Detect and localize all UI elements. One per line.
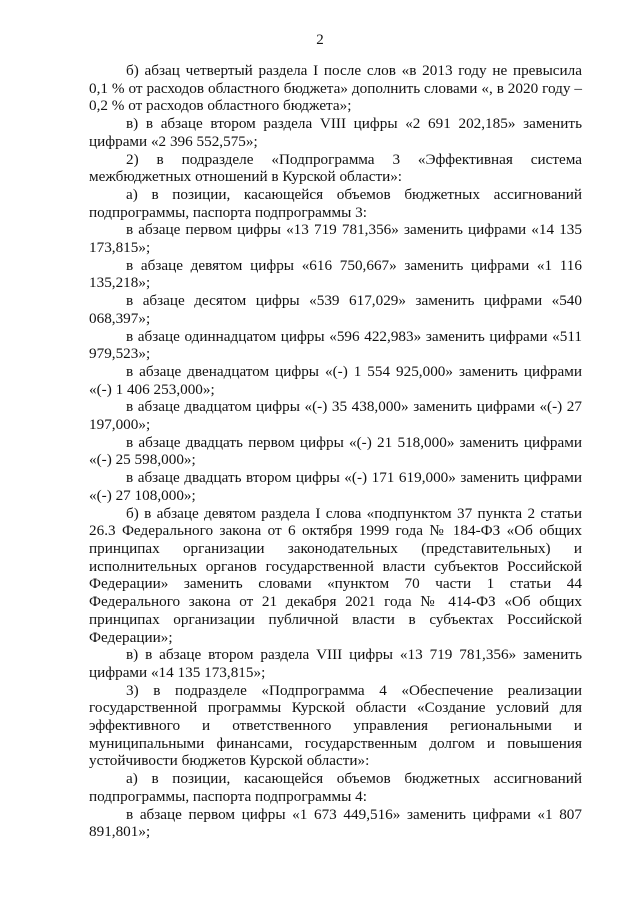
paragraph: в абзаце двадцать первом цифры «(-) 21 518,000» заменить цифрами «(-) 25 598,000»; xyxy=(89,433,582,469)
page-number: 2 xyxy=(316,32,324,48)
paragraph: в абзаце одиннадцатом цифры «596 422,983» заменить цифрами «511 979,523»; xyxy=(89,327,582,363)
paragraph: а) в позиции, касающейся объемов бюджетных ассигнований подпрограммы, паспорта подпрограммы 3: xyxy=(89,185,582,221)
paragraph: в абзаце десятом цифры «539 617,029» заменить цифрами «540 068,397»; xyxy=(89,292,582,327)
paragraph: б) абзац четвертый раздела I после слов «в 2013 году не превысила 0,1 % от расходов областного бюджета» дополнить словами «, в 2020 году – 0,2 % от расходов областного бюджета»; xyxy=(89,62,582,115)
paragraph: б) в абзаце девятом раздела I слова «подпунктом 37 пункта 2 статьи 26.3 Федерального закона от 6 октября 1999 года № 184-ФЗ «Об общих принципах организации законодательных (представительных) и исполнительных органов государственной власти субъектов Российской Федерации» заменить словами «пунктом 70 части 1 статьи 44 Федерального закона от 21 декабря 2021 года № 414-ФЗ «Об общих принципах организации публичной власти в субъектах Российской Федерации»; xyxy=(89,504,582,646)
paragraph: в абзаце девятом цифры «616 750,667» заменить цифрами «1 116 135,218»; xyxy=(89,256,582,292)
paragraph: в) в абзаце втором раздела VIII цифры «2 691 202,185» заменить цифрами «2 396 552,575»; xyxy=(89,115,582,150)
paragraph: в абзаце двадцатом цифры «(-) 35 438,000» заменить цифрами «(-) 27 197,000»; xyxy=(89,398,582,434)
paragraph: в абзаце двенадцатом цифры «(-) 1 554 925,000» заменить цифрами «(-) 1 406 253,000»; xyxy=(89,362,582,398)
paragraph: в) в абзаце втором раздела VIII цифры «13 719 781,356» заменить цифрами «14 135 173,815»; xyxy=(89,646,582,681)
paragraph: в абзаце двадцать втором цифры «(-) 171 619,000» заменить цифрами «(-) 27 108,000»; xyxy=(89,469,582,504)
paragraph: в абзаце первом цифры «13 719 781,356» заменить цифрами «14 135 173,815»; xyxy=(89,221,582,257)
document-body xyxy=(89,62,582,841)
paragraph: в абзаце первом цифры «1 673 449,516» заменить цифрами «1 807 891,801»; xyxy=(89,805,582,841)
paragraph: 3) в подразделе «Подпрограмма 4 «Обеспечение реализации государственной программы Курской области «Создание условий для эффективного и ответственного управления региональными и муниципальными финансами, государственным долгом и повышения устойчивости бюджетов Курской области»: xyxy=(89,681,582,770)
paragraph: а) в позиции, касающейся объемов бюджетных ассигнований подпрограммы, паспорта подпрограммы 4: xyxy=(89,770,582,805)
paragraph: 2) в подразделе «Подпрограмма 3 «Эффективная система межбюджетных отношений в Курской области»: xyxy=(89,150,582,186)
